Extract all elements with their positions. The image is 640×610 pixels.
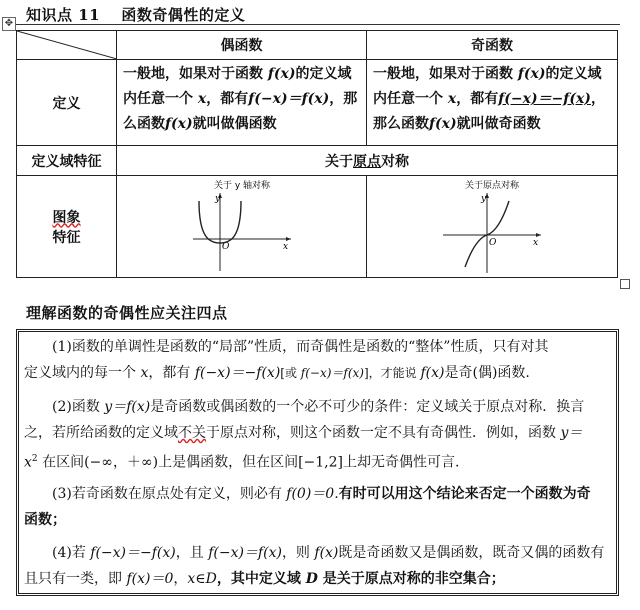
odd-graph-caption: 关于原点对称 (464, 180, 520, 191)
domain-label: 定义域特征 (17, 146, 117, 176)
y-axis-label: y (214, 193, 220, 204)
point-1-line-1: (1)函数的单调性是函数的“局部”性质，而奇偶性是函数的“整体”性质，只有对其 (52, 339, 549, 355)
point-2-line-1: (2)函数 y＝f(x)是奇函数或偶函数的一个必不可少的条件：定义域关于原点对称．换言 (52, 399, 585, 415)
even-definition-text: 一般地，如果对于函数 f(x)的定义域 内任意一个 x，都有f(−x)＝f(x)，那 么函数f(x)就叫做偶函数 (117, 60, 367, 146)
origin-label: O (489, 237, 497, 248)
domain-row (17, 146, 618, 176)
x-axis-label: x (533, 237, 539, 248)
point-3-line-2: 函数； (24, 512, 66, 528)
x-axis-label: x (282, 241, 288, 252)
point-1 (24, 334, 614, 386)
graph-label (17, 176, 117, 278)
definition-label: 定义 (17, 60, 117, 146)
point-4-line-1: (4)若 f(−x)＝−f(x)，且 f(−x)＝f(x)，则 f(x)既是奇函数又是偶函数，既奇又偶的函数有 (52, 545, 605, 561)
x-axis-arrow-icon (536, 233, 541, 237)
table-resize-handle-icon[interactable] (620, 279, 630, 289)
point-2-line-2: 之，若所给函数的定义域不关于原点对称，则这个函数一定不具有奇偶性．例如，函数 y＝ (24, 425, 583, 441)
graph-row (17, 176, 618, 278)
even-graph-caption: 关于 y 轴对称 (213, 180, 270, 191)
graph-label-line1: 图象 (52, 209, 81, 226)
x-axis-arrow-icon (286, 237, 291, 241)
graph-label-line2: 特征 (52, 229, 81, 246)
odd-definition-text: 一般地，如果对于函数 f(x)的定义域 内任意一个 x，都有f(−x)＝−f(x)， 那么函数f(x)就叫做奇函数 (367, 60, 618, 146)
even-function-header: 偶函数 (117, 31, 367, 60)
point-2 (24, 394, 614, 476)
odd-function-header: 奇函数 (367, 31, 618, 60)
point-1-line-2: 定义域内的每一个 x，都有 f(−x)＝−f(x)[或 f(−x)＝f(x)]，才能说 f(x)是奇(偶)函数. (24, 365, 530, 381)
table-header-row (17, 31, 618, 60)
even-function-graph (187, 179, 297, 275)
point-4-line-2: 且只有一类，即 f(x)＝0，x∈D，其中定义域 D 是关于原点对称的非空集合； (24, 571, 505, 587)
section-heading: 知识点 11 函数奇偶性的定义 (26, 6, 246, 24)
point-2-line-3: $x^2$ 在区间(−∞，＋∞)上是偶函数，但在区间[−1,2]上却无奇偶性可言. (24, 454, 460, 471)
y-axis-label: y (481, 193, 487, 204)
definition-row (17, 60, 618, 146)
point-4 (24, 540, 614, 592)
odd-graph-cell (367, 176, 618, 278)
point-3 (24, 481, 614, 533)
definition-table (16, 30, 618, 278)
domain-feature-text: 关于原点对称 (117, 146, 618, 176)
odd-function-graph (437, 179, 547, 275)
diagonal-corner-cell (17, 31, 117, 60)
even-graph-cell (117, 176, 367, 278)
table-move-handle-icon[interactable]: ✥ (2, 17, 16, 31)
section-title: 理解函数的奇偶性应关注四点 (26, 304, 228, 322)
heading-rule (16, 24, 620, 25)
point-3-line-1: (3)若奇函数在原点处有定义，则必有 f(0)＝0.有时可以用这个结论来否定一个函数为奇 (52, 486, 591, 502)
origin-label: O (221, 241, 229, 252)
